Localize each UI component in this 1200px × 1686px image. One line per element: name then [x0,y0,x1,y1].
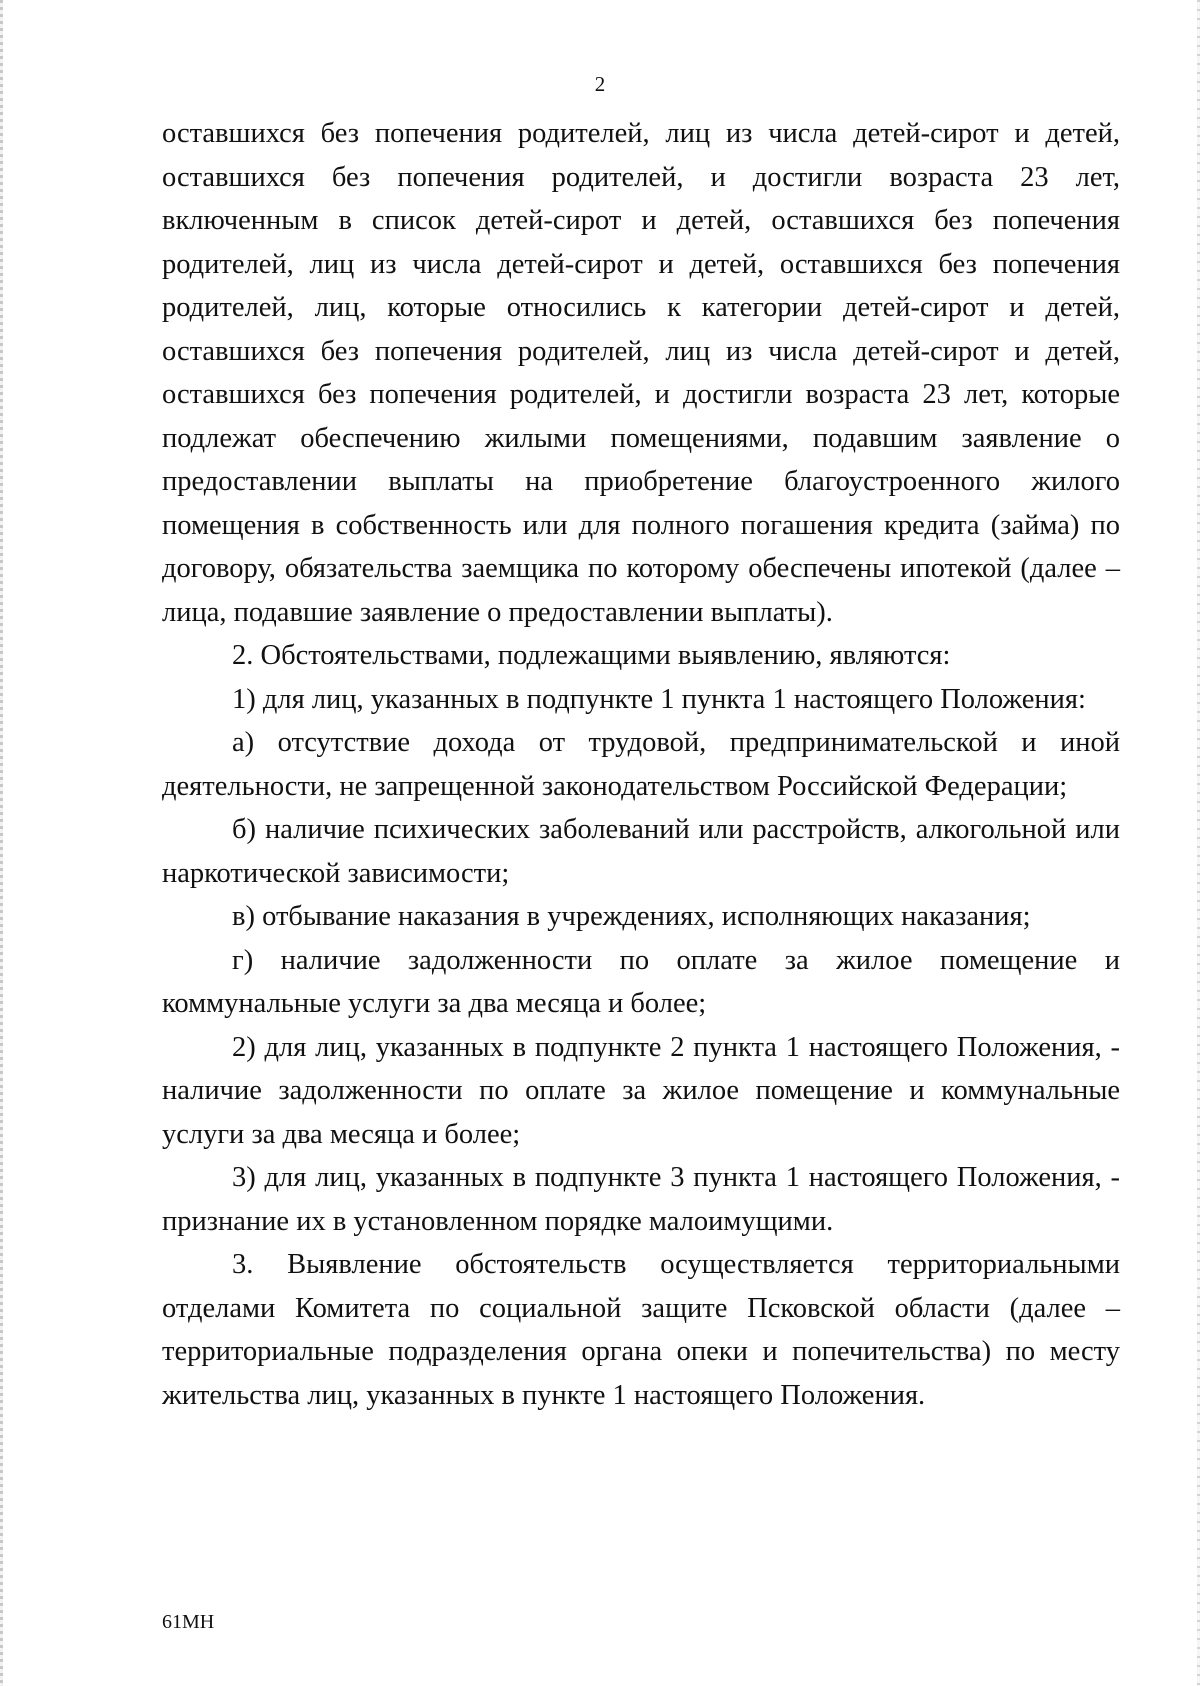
paragraph-item-3: 3) для лиц, указанных в подпункте 3 пункта 1 настоящего Положения, - признание их в установленном порядке малоимущими. [162,1162,1120,1237]
paragraph-subitem-b: б) наличие психических заболеваний или расстройств, алкогольной или наркотической зависимости; [162,814,1120,889]
paragraph-section-2-heading: 2. Обстоятельствами, подлежащими выявлению, являются: [232,640,951,671]
paragraph-subitem-g: г) наличие задолженности по оплате за жилое помещение и коммунальные услуги за два месяца и более; [162,944,1120,1019]
paragraph-subitem-a: а) отсутствие дохода от трудовой, предпринимательской и иной деятельности, не запрещенной законодательством Российской Федерации; [162,727,1120,802]
paragraph-subitem-v: в) отбывание наказания в учреждениях, исполняющих наказания; [232,901,1031,932]
paragraph-item-1: 1) для лиц, указанных в подпункте 1 пункта 1 настоящего Положения: [232,683,1086,715]
document-body [162,112,1120,1417]
scan-border-left [0,0,3,1686]
footer-document-code: 61МН [162,1611,215,1633]
paragraph-continuation: оставшихся без попечения родителей, лиц из числа детей-сирот и детей, оставшихся без попечения родителей, и достигли возраста 23 лет, включенным в список детей-сирот и детей, оставшихся без попечения родителей, лиц из числа детей-сирот и детей, оставшихся без попечения родителей, лиц, которые относились к категории детей-сирот и детей, оставшихся без попечения родителей, лиц из числа детей-сирот и детей, оставшихся без попечения родителей, и достигли возраста 23 лет, которые подлежат обеспечению жилыми помещениями, подавшим заявление о предоставлении выплаты на приобретение благоустроенного жилого помещения в собственность или для полного погашения кредита (займа) по договору, обязательства заемщика по которому обеспечены ипотекой (далее – лица, подавшие заявление о предоставлении выплаты). [162,118,1120,628]
paragraph-item-2: 2) для лиц, указанных в подпункте 2 пункта 1 настоящего Положения, - наличие задолженности по оплате за жилое помещение и коммунальные услуги за два месяца и более; [162,1031,1120,1150]
paragraph-section-3: 3. Выявление обстоятельств осуществляется территориальными отделами Комитета по социальной защите Псковской области (далее – территориальные подразделения органа опеки и попечительства) по месту жительства лиц, указанных в пункте 1 настоящего Положения. [162,1249,1120,1411]
page-number: 2 [594,72,606,96]
